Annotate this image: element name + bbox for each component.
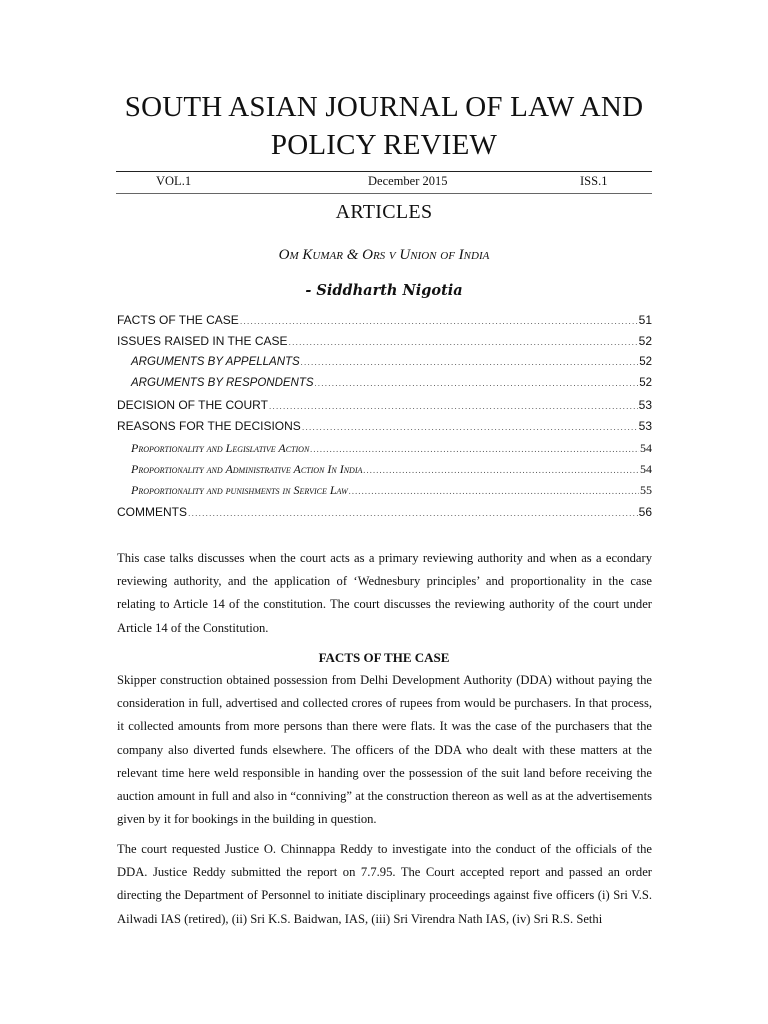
toc-leader-dots bbox=[301, 357, 638, 367]
toc-leader-dots bbox=[240, 316, 638, 326]
toc-entry-label: COMMENTS bbox=[117, 504, 187, 519]
volume-label: VOL.1 bbox=[156, 174, 192, 188]
toc-entry[interactable] bbox=[117, 419, 652, 440]
table-of-contents bbox=[117, 313, 652, 526]
facts-paragraph: Skipper construction obtained possession from Delhi Development Authority (DDA) without paying the consideration in full, advertised and collected crores of rupees from would be purchasers. In that process, it collected amounts from more persons than there were flats. It was the case of the purchasers that the company also diverted funds elsewhere. The officers of the DDA who dealt with these matters at the relevant time here weld responsible in handing over the possession of the suit land before receiving the auction amount in full and also in “conniving” at the construction thereon as well as at the advertisements given by it for bookings in the building in question. bbox=[117, 673, 652, 827]
toc-subentry[interactable] bbox=[117, 441, 652, 462]
toc-leader-dots bbox=[289, 337, 638, 347]
toc-leader-dots bbox=[363, 465, 639, 475]
toc-entry-page: 52 bbox=[639, 376, 652, 389]
toc-entry-label: Proportionality and punishments in Service Law bbox=[131, 483, 348, 498]
toc-leader-dots bbox=[302, 422, 638, 432]
toc-entry[interactable] bbox=[117, 398, 652, 419]
facts-heading: FACTS OF THE CASE bbox=[318, 650, 450, 665]
journal-title: SOUTH ASIAN JOURNAL OF LAW AND POLICY REVIEW bbox=[124, 91, 644, 161]
toc-entry-label: REASONS FOR THE DECISIONS bbox=[117, 419, 301, 434]
toc-entry-page: 56 bbox=[638, 504, 652, 519]
toc-leader-dots bbox=[315, 378, 639, 388]
toc-subentry[interactable] bbox=[117, 377, 652, 398]
issue-label: ISS.1 bbox=[580, 174, 608, 188]
toc-entry-label: DECISION OF THE COURT bbox=[117, 398, 268, 413]
toc-subentry[interactable] bbox=[117, 356, 652, 377]
toc-subentry[interactable] bbox=[117, 462, 652, 483]
toc-entry-page: 51 bbox=[638, 313, 652, 327]
section-heading: ARTICLES bbox=[335, 201, 433, 223]
issue-date: December 2015 bbox=[368, 174, 448, 188]
toc-entry-page: 52 bbox=[638, 334, 652, 349]
toc-leader-dots bbox=[188, 508, 638, 518]
toc-leader-dots bbox=[349, 486, 639, 496]
facts-paragraph: The court requested Justice O. Chinnappa Reddy to investigate into the conduct of the officials of the DDA. Justice Reddy submitted the report on 7.7.95. The Court accepted report and passed an order directing the Department of Personnel to initiate disciplinary proceedings against five officers (i) Sri V.S. Ailwadi IAS (retired), (ii) Sri K.S. Baidwan, IAS, (iii) Sri Virendra Nath IAS, (iv) Sri R.S. Sethi bbox=[117, 842, 652, 926]
toc-entry-label: Proportionality and Administrative Action In India bbox=[131, 462, 363, 477]
toc-entry[interactable] bbox=[117, 334, 652, 355]
toc-leader-dots bbox=[310, 444, 639, 454]
toc-entry-page: 53 bbox=[638, 398, 652, 413]
toc-entry-label: ISSUES RAISED IN THE CASE bbox=[117, 334, 288, 349]
toc-entry[interactable] bbox=[117, 313, 652, 334]
toc-entry-page: 54 bbox=[640, 440, 652, 455]
toc-leader-dots bbox=[269, 401, 638, 411]
toc-entry-label: ARGUMENTS BY APPELLANTS bbox=[131, 355, 300, 368]
header-rule-bottom bbox=[116, 193, 652, 194]
toc-entry-label: Proportionality and Legislative Action bbox=[131, 440, 310, 455]
toc-entry-page: 54 bbox=[640, 462, 652, 477]
header-rule-top bbox=[116, 171, 652, 172]
toc-entry-page: 55 bbox=[640, 483, 652, 498]
article-title: Om Kumar & Ors v Union of India bbox=[278, 247, 490, 263]
toc-entry-label: ARGUMENTS BY RESPONDENTS bbox=[131, 376, 314, 389]
toc-subentry[interactable] bbox=[117, 483, 652, 504]
toc-entry-page: 52 bbox=[639, 355, 652, 368]
intro-paragraph: This case talks discusses when the court acts as a primary reviewing authority and when as a econdary reviewing authority, and the application of ‘Wednesbury principles’ and proportionality in the case relating to Article 14 of the constitution. The court discusses the reviewing authority of the court under Article 14 of the Constitution. bbox=[117, 551, 652, 635]
article-author: - Siddharth Nigotia bbox=[305, 282, 463, 299]
toc-entry-page: 53 bbox=[638, 419, 652, 434]
toc-entry[interactable] bbox=[117, 505, 652, 526]
toc-entry-label: FACTS OF THE CASE bbox=[117, 313, 239, 327]
